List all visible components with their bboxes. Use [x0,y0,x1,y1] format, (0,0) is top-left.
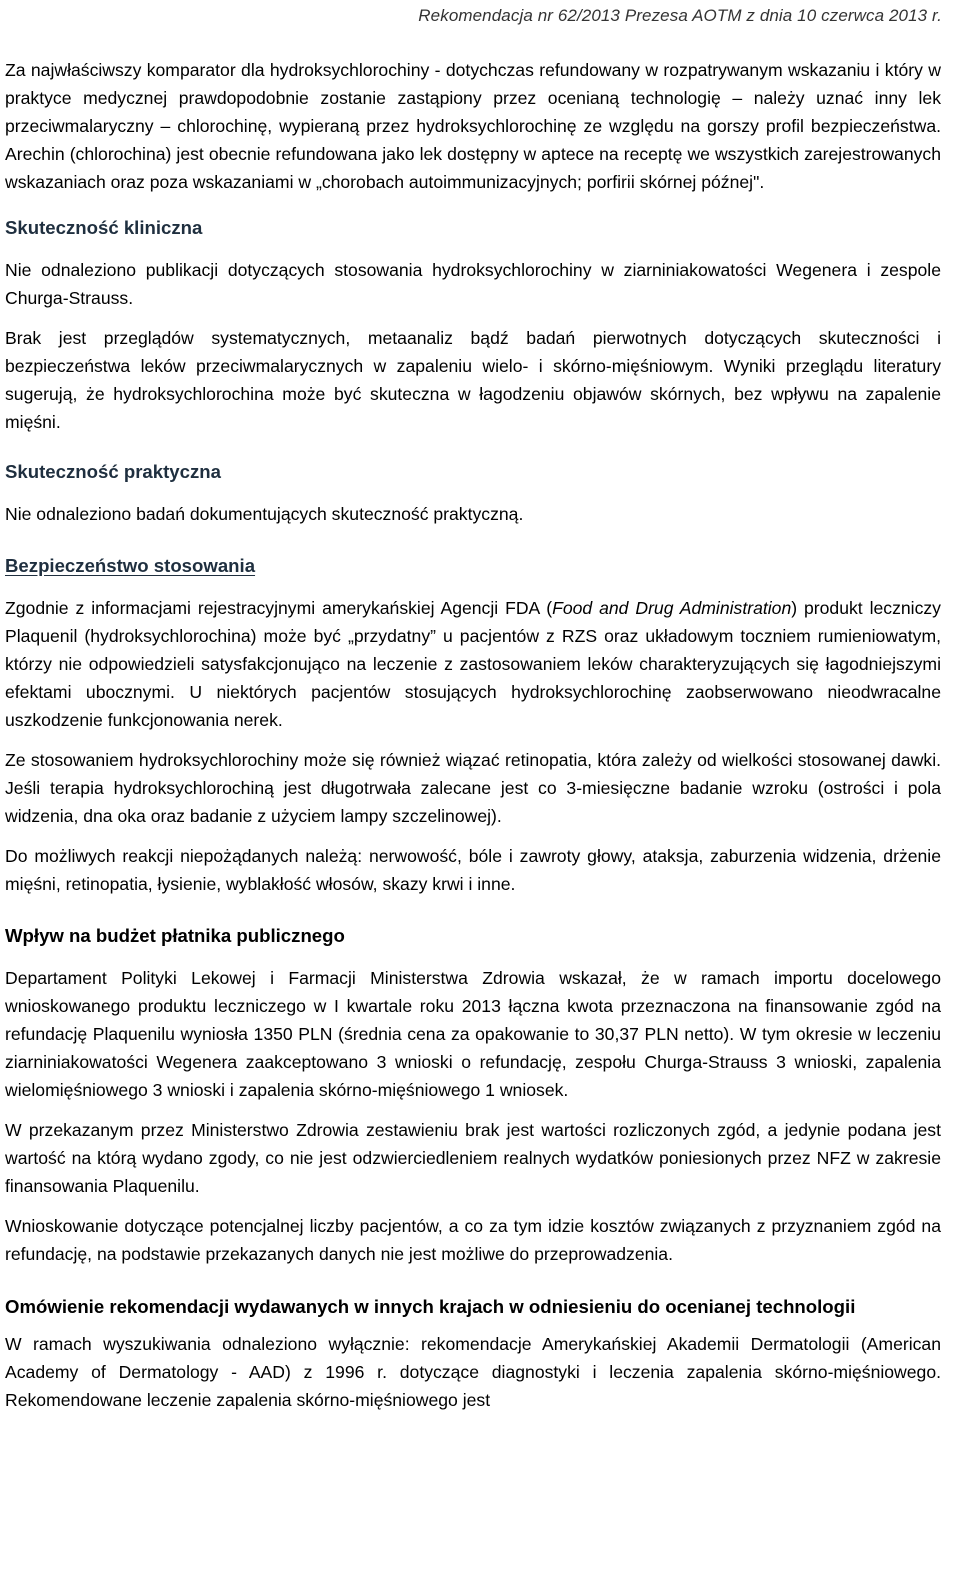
paragraph-safety-fda [5,594,941,734]
safety-fda-italic: Food and Drug Administration [552,598,792,618]
safety-fda-text-start: Zgodnie z informacjami rejestracyjnymi amerykańskiej Agencji FDA ( [5,598,553,618]
safety-fda-text-end: ) produkt leczniczy Plaquenil (hydroksychlorochina) może być „przydatny” u pacjentów z RZS oraz układowym toczniem rumieniowatym, którzy nie odpowiedzieli satysfakcjonująco na leczenie z zastosowaniem leków charakteryzujących się łagodniejszymi efektami ubocznymi. U niektórych pacjentów stosujących hydroksychlorochinę zaobserwowano nieodwracalne uszkodzenie funkcjonowania nerek. [5,598,941,730]
paragraph-budget-patients: Wnioskowanie dotyczące potencjalnej liczby pacjentów, a co za tym idzie kosztów związanych z przyznaniem zgód na refundację, na podstawie przekazanych danych nie jest możliwe do przeprowadzenia. [5,1216,941,1264]
paragraph-clinical-no-publications: Nie odnaleziono publikacji dotyczących stosowania hydroksychlorochiny w ziarniniakowatości Wegenera i zespole Churga-Strauss. [5,260,941,308]
heading-practical-efficacy: Skuteczność praktyczna [5,461,221,482]
paragraph-budget-summary: W przekazanym przez Ministerstwo Zdrowia zestawieniu brak jest wartości rozliczonych zgód, a jedynie podana jest wartość na którą wydano zgody, co nie jest odzwierciedleniem realnych wydatków poniesionych przez NFZ w zakresie finansowania Plaquenilu. [5,1120,941,1196]
heading-budget-impact: Wpływ na budżet płatnika publicznego [5,925,345,946]
running-header: Rekomendacja nr 62/2013 Prezesa AOTM z dnia 10 czerwca 2013 r. [418,6,942,25]
heading-clinical-efficacy: Skuteczność kliniczna [5,217,203,238]
heading-safety: Bezpieczeństwo stosowania [5,555,256,576]
paragraph-safety-adverse-reactions: Do możliwych reakcji niepożądanych należą: nerwowość, bóle i zawroty głowy, ataksja, zaburzenia widzenia, drżenie mięśni, retinopatia, łysienie, wyblakłość włosów, skazy krwi i inne. [5,846,941,894]
paragraph-other-countries: W ramach wyszukiwania odnaleziono wyłącznie: rekomendacje Amerykańskiej Akademii Dermatologii (American Academy of Dermatology - AAD) z 1996 r. dotyczące diagnostyki i leczenia zapalenia skórno-mięśniowego. Rekomendowane leczenie zapalenia skórno-mięśniowego jest [5,1334,941,1410]
paragraph-budget-import: Departament Polityki Lekowej i Farmacji Ministerstwa Zdrowia wskazał, że w ramach importu docelowego wnioskowanego produktu leczniczego w I kwartale roku 2013 łączna kwota przeznaczona na finansowanie zgód na refundację Plaquenilu wyniosła 1350 PLN (średnia cena za opakowanie to 30,37 PLN netto). W tym okresie w leczeniu ziarniniakowatości Wegenera zaakceptowano 3 wnioski o refundację, zespołu Churga-Strauss 3 wnioski, zapalenia wielomięśniowego 3 wnioski i zapalenia skórno-mięśniowego 1 wniosek. [5,968,941,1100]
document-body [5,56,941,1414]
paragraph-comparator: Za najwłaściwszy komparator dla hydroksychlorochiny - dotychczas refundowany w rozpatrywanym wskazaniu i który w praktyce medycznej prawdopodobnie zostanie zastąpiony przez ocenianą technologię – należy uznać inny lek przeciwmalaryczny – chlorochinę, wypieraną przez hydroksychlorochinę ze względu na gorszy profil bezpieczeństwa. Arechin (chlorochina) jest obecnie refundowana jako lek dostępny w aptece na receptę we wszystkich zarejestrowanych wskazaniach oraz poza wskazaniami w „chorobach autoimmunizacyjnych; porfirii skórnej późnej". [5,60,941,192]
heading-other-countries: Omówienie rekomendacji wydawanych w innych krajach w odniesieniu do ocenianej technologii [5,1296,856,1317]
paragraph-clinical-reviews: Brak jest przeglądów systematycznych, metaanaliz bądź badań pierwotnych dotyczących skuteczności i bezpieczeństwa leków przeciwmalarycznych w zapaleniu wielo- i skórno-mięśniowym. Wyniki przeglądu literatury sugerują, że hydroksychlorochina może być skuteczna w łagodzeniu objawów skórnych, bez wpływu na zapalenie mięśni. [5,328,941,432]
paragraph-practical: Nie odnaleziono badań dokumentujących skuteczność praktyczną. [5,504,524,524]
paragraph-safety-retinopathy: Ze stosowaniem hydroksychlorochiny może się również wiązać retinopatia, która zależy od wielkości stosowanej dawki. Jeśli terapia hydroksychlorochiną jest długotrwała zalecane jest co 3-miesięczne badanie wzroku (ostrości i pola widzenia, dna oka oraz badanie z użyciem lampy szczelinowej). [5,750,941,826]
